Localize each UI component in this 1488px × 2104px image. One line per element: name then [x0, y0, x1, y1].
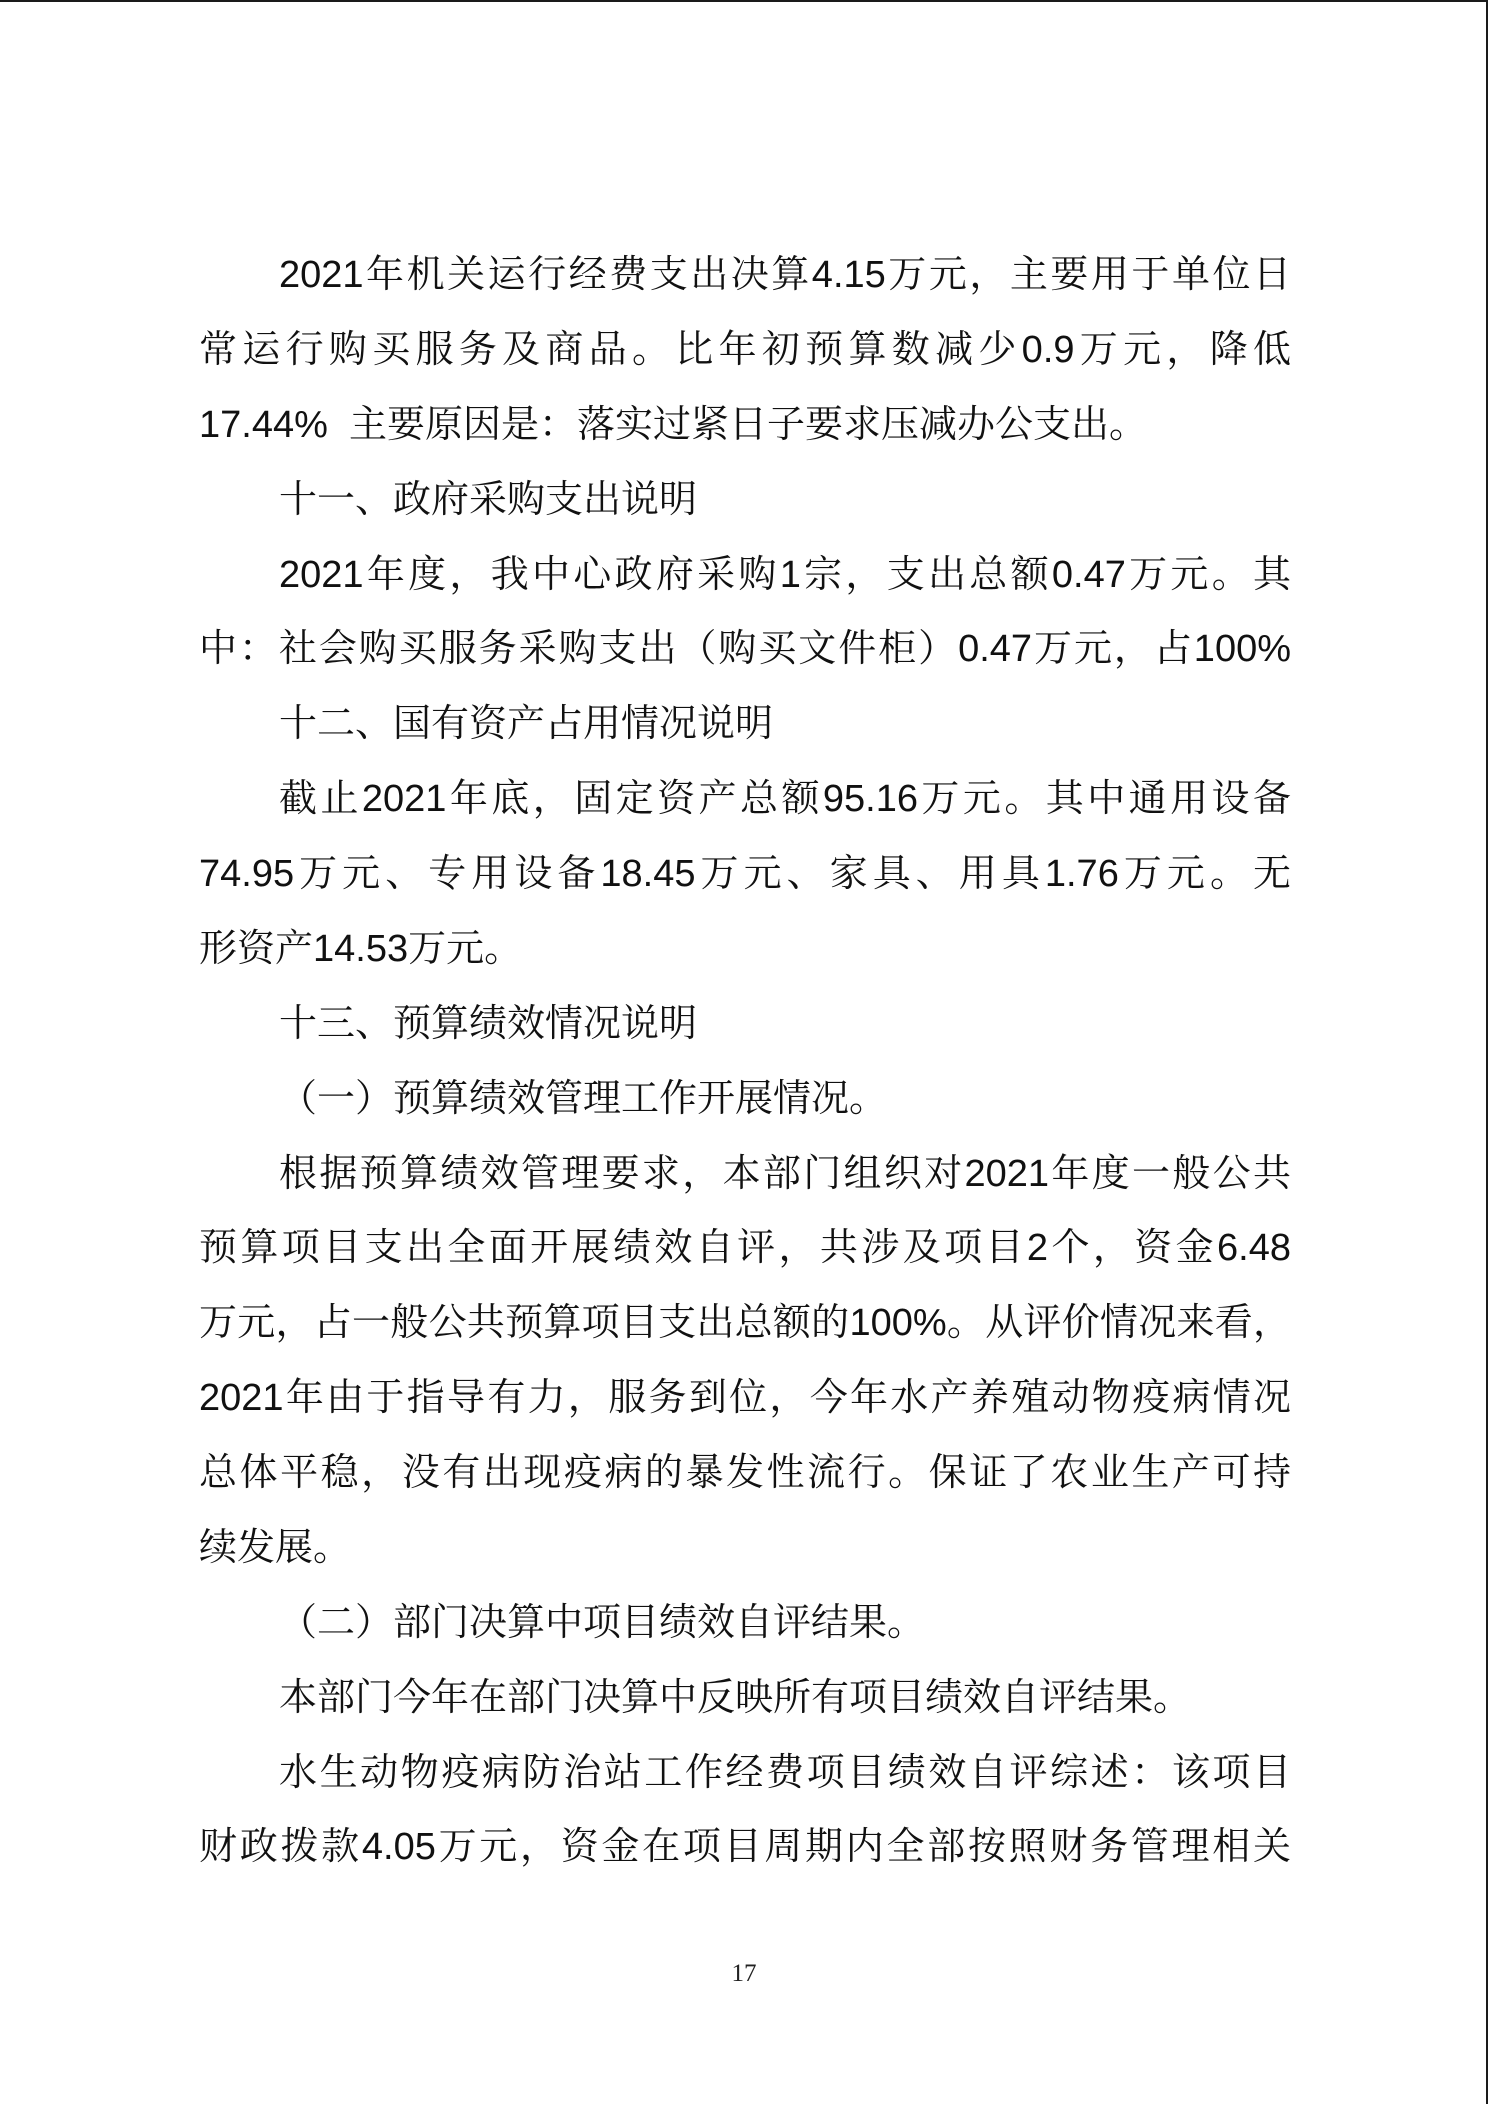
page-number: 17	[731, 1960, 757, 1987]
body-text	[199, 238, 1291, 1885]
paragraph-line: 续发展。	[199, 1526, 352, 1569]
paragraph-line: 常运行购买服务及商品。比年初预算数减少0.9万元，降低	[199, 328, 1291, 371]
paragraph-line: 本部门今年在部门决算中反映所有项目绩效自评结果。	[279, 1676, 1192, 1719]
paragraph-line: 2021年机关运行经费支出决算4.15万元，主要用于单位日	[279, 254, 1291, 296]
paragraph-line: 74.95万元、专用设备18.45万元、家具、用具1.76万元。无	[199, 853, 1291, 895]
paragraph-line: 水生动物疫病防治站工作经费项目绩效自评综述：该项目	[279, 1751, 1291, 1794]
paragraph-line: 2021年由于指导有力，服务到位，今年水产养殖动物疫病情况	[199, 1377, 1291, 1420]
subsection-heading: （二）部门决算中项目绩效自评结果。	[279, 1601, 926, 1644]
section-heading: 十三、预算绩效情况说明	[279, 1002, 698, 1045]
section-heading: 十二、国有资产占用情况说明	[279, 703, 774, 746]
paragraph-line: 17.44% 主要原因是：落实过紧日子要求压减办公支出。	[199, 403, 1147, 446]
paragraph-line: 形资产14.53万元。	[199, 927, 523, 970]
paragraph-line: 根据预算绩效管理要求，本部门组织对2021年度一般公共	[279, 1152, 1291, 1195]
paragraph-line: 预算项目支出全面开展绩效自评，共涉及项目2个，资金6.48	[199, 1227, 1291, 1270]
paragraph-line: 总体平稳，没有出现疫病的暴发性流行。保证了农业生产可持	[199, 1452, 1291, 1494]
paragraph-line: 财政拨款4.05万元，资金在项目周期内全部按照财务管理相关	[199, 1826, 1291, 1869]
paragraph-line: 截止2021年底，固定资产总额95.16万元。其中通用设备	[279, 778, 1291, 821]
paragraph-line: 中：社会购买服务采购支出（购买文件柜）0.47万元，占100%	[199, 628, 1291, 671]
section-heading: 十一、政府采购支出说明	[279, 478, 698, 521]
subsection-heading: （一）预算绩效管理工作开展情况。	[279, 1077, 888, 1120]
paragraph-line: 2021年度，我中心政府采购1宗，支出总额0.47万元。其	[279, 553, 1291, 596]
paragraph-line: 万元，占一般公共预算项目支出总额的100%。从评价情况来看，	[199, 1302, 1291, 1345]
